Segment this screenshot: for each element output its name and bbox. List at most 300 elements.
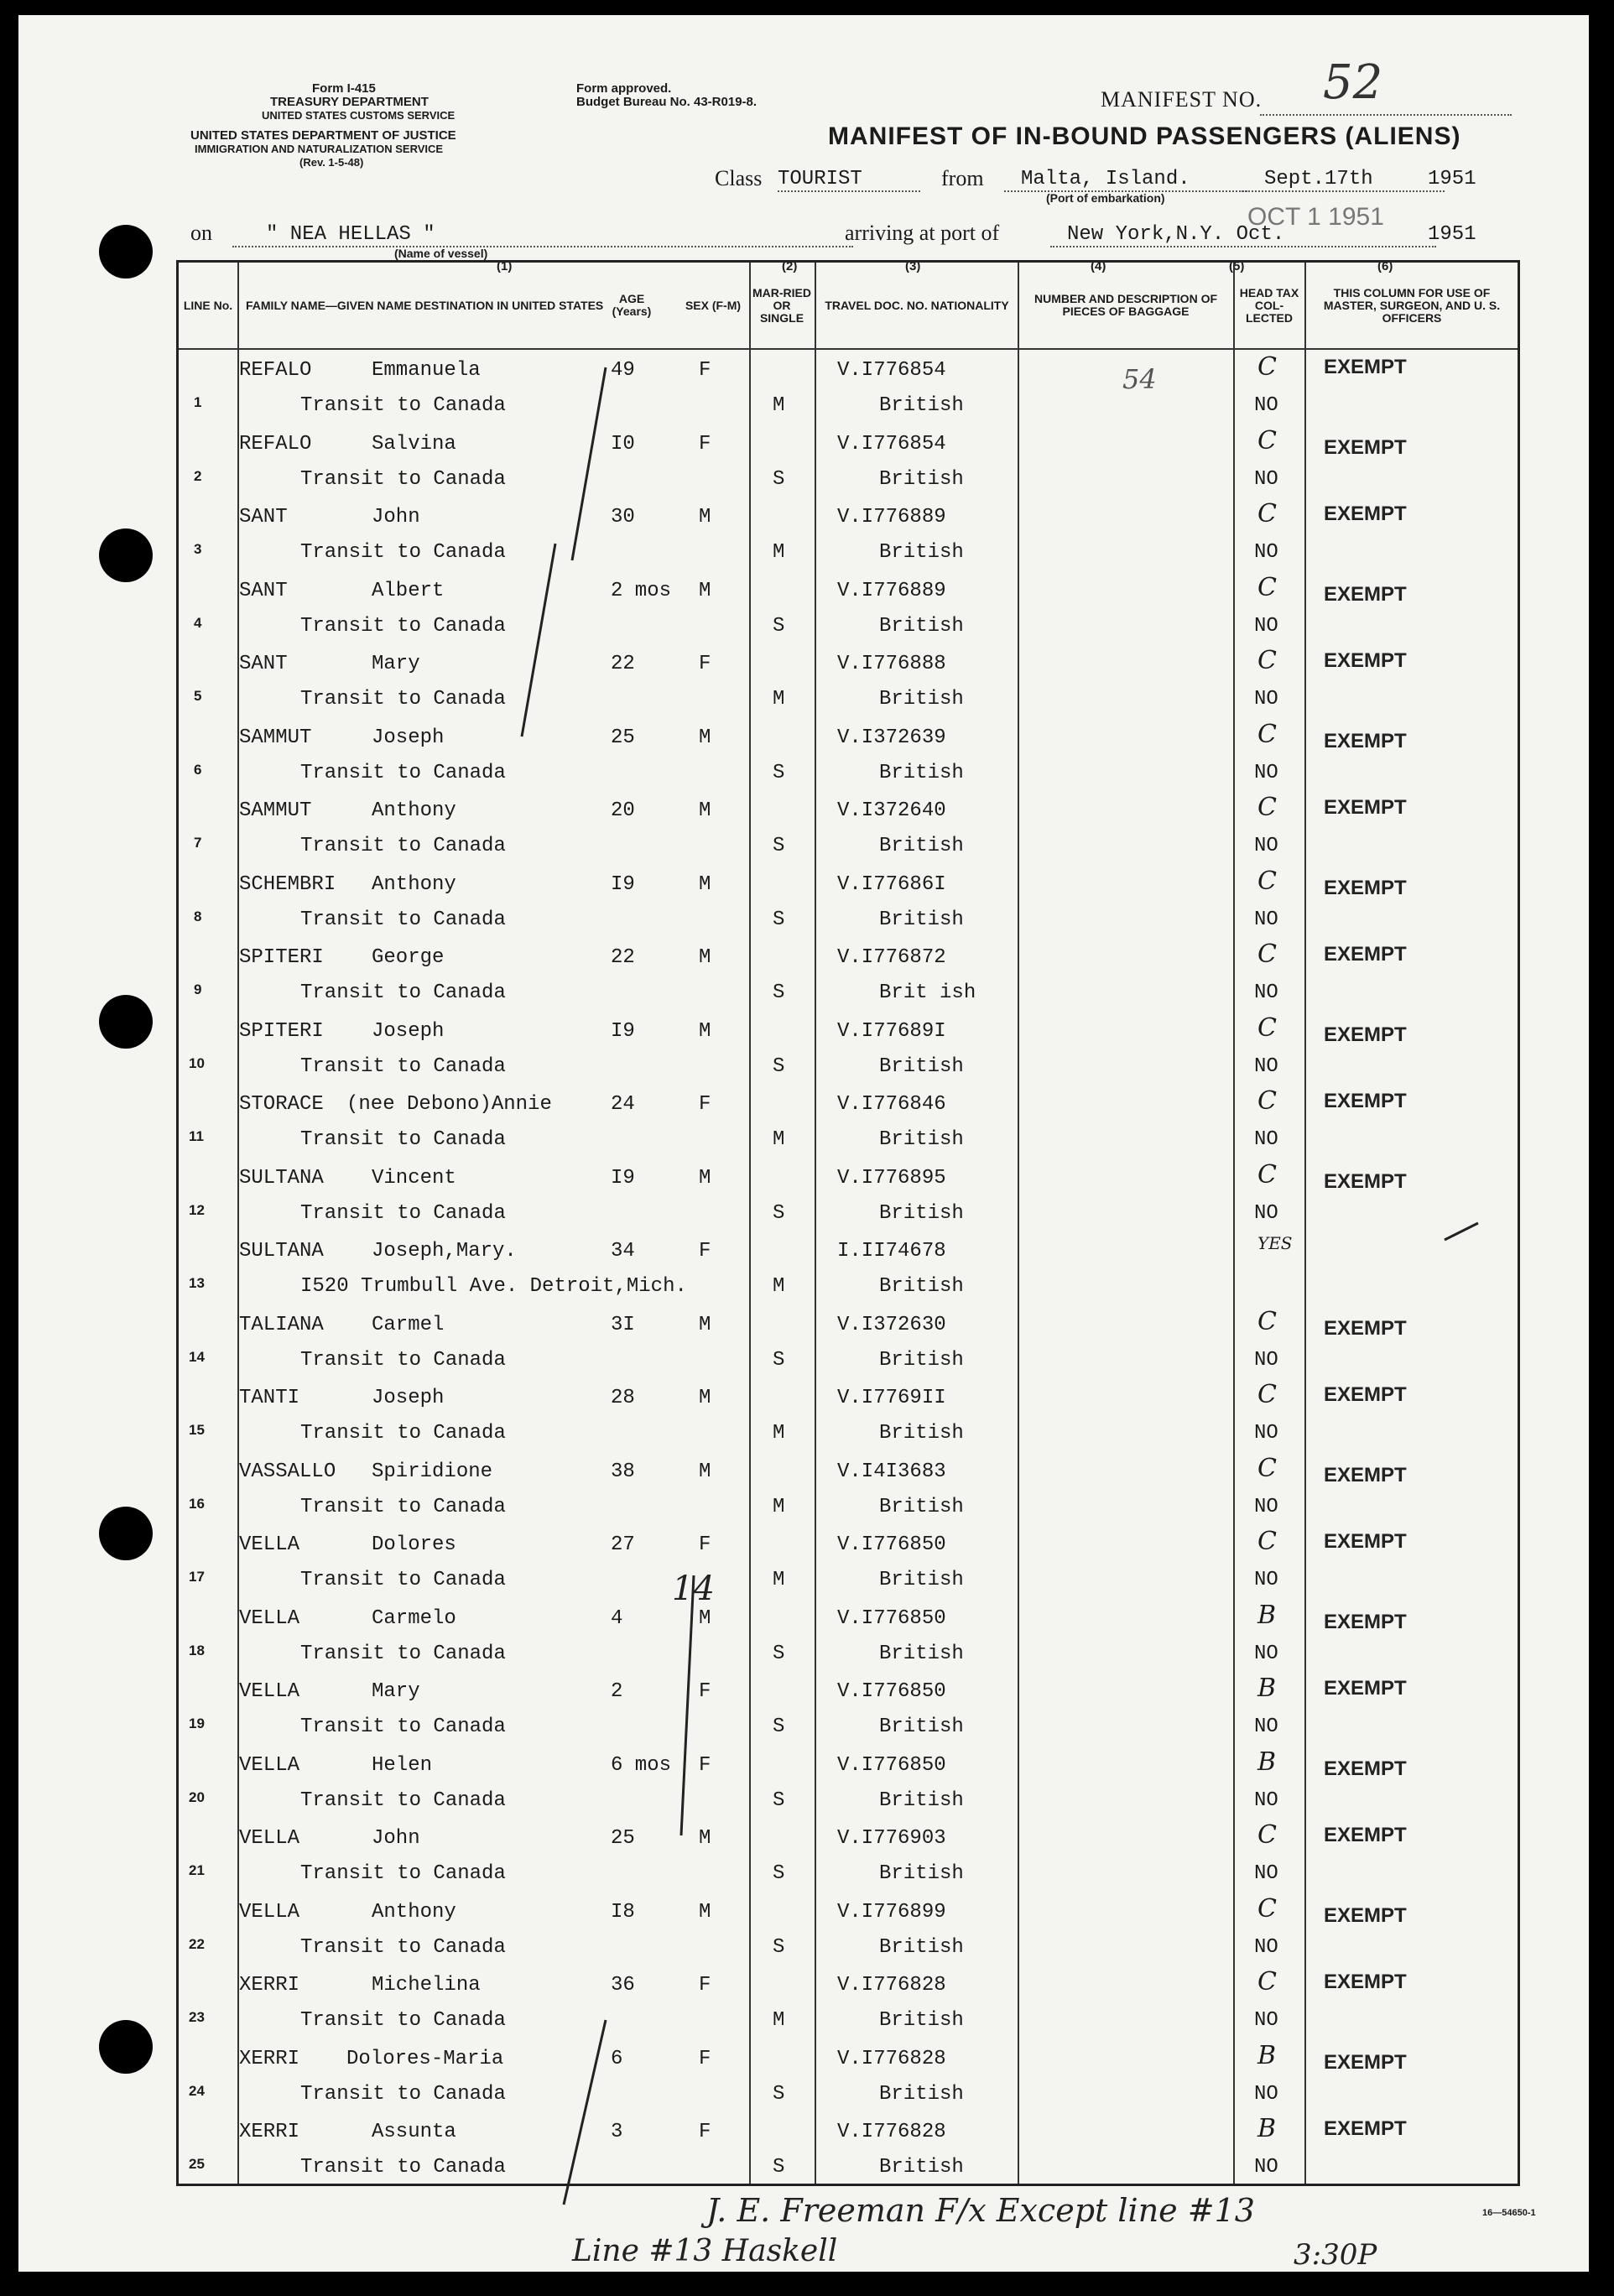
travel-doc-no: V.I77689I — [837, 1019, 946, 1043]
officer-stamp: EXEMPT — [1324, 2117, 1407, 2140]
travel-doc-no: V.I776889 — [837, 506, 946, 528]
sex: F — [699, 1753, 711, 1777]
form-revision: (Rev. 1-5-48) — [299, 156, 364, 169]
head-tax-collected: NO — [1254, 467, 1278, 491]
officer-stamp: EXEMPT — [1324, 1757, 1407, 1780]
form-approved: Form approved. — [576, 81, 672, 96]
line-number: 13 — [189, 1275, 205, 1291]
officer-stamp: EXEMPT — [1324, 1971, 1407, 1993]
embark-caption: (Port of embarkation) — [1046, 191, 1165, 205]
age: 36 — [611, 1974, 635, 1997]
family-name: SULTANA — [239, 1240, 324, 1263]
header-travel-doc: TRAVEL DOC. NO. NATIONALITY — [825, 298, 1009, 312]
family-name: VASSALLO — [239, 1460, 336, 1483]
marital-status: S — [773, 1054, 785, 1078]
travel-doc-no: V.I776903 — [837, 1827, 946, 1850]
travel-doc-no: V.I776828 — [837, 2047, 946, 2070]
destination: Transit to Canada — [300, 1862, 506, 1885]
nationality: British — [879, 1569, 964, 1591]
sex: F — [699, 432, 711, 456]
sex: M — [699, 1313, 711, 1336]
family-name: VELLA — [239, 1680, 300, 1703]
marital-status: M — [773, 688, 785, 711]
age: 24 — [611, 1093, 635, 1116]
age: 6 — [611, 2047, 623, 2070]
age: 2 — [611, 1680, 623, 1703]
destination: Transit to Canada — [300, 1201, 506, 1225]
nationality: British — [879, 1348, 964, 1372]
head-tax-mark: B — [1257, 2040, 1277, 2070]
family-name: XERRI — [239, 2121, 300, 2143]
nationality: British — [879, 908, 964, 931]
head-tax-collected: NO — [1254, 908, 1278, 931]
line-number: 7 — [194, 835, 202, 851]
travel-doc-no: V.I372630 — [837, 1313, 946, 1336]
destination: Transit to Canada — [300, 688, 506, 711]
travel-doc-no: V.I372639 — [837, 726, 946, 749]
head-tax-mark: C — [1257, 1159, 1277, 1190]
given-name: Helen — [372, 1753, 433, 1777]
sex: M — [699, 726, 711, 749]
page-title: MANIFEST OF IN-BOUND PASSENGERS (ALIENS) — [828, 122, 1461, 150]
destination: Transit to Canada — [300, 2009, 506, 2032]
age: I9 — [611, 1019, 635, 1043]
destination: Transit to Canada — [300, 2082, 506, 2106]
marital-status: S — [773, 1715, 785, 1738]
head-tax-mark: YES — [1257, 1233, 1293, 1253]
given-name: Assunta — [372, 2121, 456, 2143]
destination: Transit to Canada — [300, 2156, 506, 2179]
marital-status: S — [773, 2156, 785, 2179]
destination: Transit to Canada — [300, 1495, 506, 1518]
head-tax-mark: C — [1257, 572, 1277, 602]
form-number: Form I-415 — [312, 81, 376, 96]
given-name: Dolores — [372, 1533, 456, 1556]
age: I0 — [611, 432, 635, 456]
sex: M — [699, 946, 711, 969]
officer-stamp: EXEMPT — [1324, 1169, 1407, 1193]
officer-stamp: EXEMPT — [1324, 1824, 1407, 1846]
given-name: Carmel — [372, 1313, 445, 1336]
family-name: XERRI — [239, 2047, 300, 2070]
column-number: (4) — [1091, 259, 1106, 273]
travel-doc-no: V.I7769II — [837, 1387, 946, 1409]
family-name: SPITERI — [239, 946, 324, 969]
destination: Transit to Canada — [300, 1422, 506, 1445]
nationality: British — [879, 1128, 964, 1151]
age: 6 mos — [611, 1753, 672, 1777]
sex: M — [699, 799, 711, 822]
given-name: Joseph — [372, 1019, 445, 1043]
destination: Transit to Canada — [300, 761, 506, 784]
sex: F — [699, 1533, 711, 1556]
nationality: British — [879, 2009, 964, 2032]
dept-treasury: TREASURY DEPARTMENT — [270, 95, 429, 109]
head-tax-mark: C — [1257, 866, 1277, 896]
marital-status: M — [773, 394, 785, 417]
head-tax-collected: NO — [1254, 1788, 1278, 1812]
line-number: 1 — [194, 394, 202, 410]
head-tax-collected: NO — [1254, 1054, 1278, 1078]
header-name: FAMILY NAME—GIVEN NAME DESTINATION IN UNITED STATES — [246, 298, 604, 312]
header-married: MAR-RIED OR SINGLE — [752, 285, 811, 325]
travel-doc-no: V.I776854 — [837, 432, 946, 456]
given-name: John — [372, 1827, 420, 1850]
family-name: TANTI — [239, 1387, 300, 1409]
signature-line-1: J. E. Freeman F/x Except line #13 — [706, 2192, 1255, 2229]
nationality: British — [879, 541, 964, 564]
arrival-port: New York,N.Y. Oct. — [1050, 223, 1436, 247]
given-name: Joseph — [372, 1387, 445, 1409]
sex: M — [699, 1387, 711, 1409]
line-number: 22 — [189, 1935, 205, 1952]
line-number: 18 — [189, 1642, 205, 1658]
nationality: British — [879, 835, 964, 857]
line-number: 8 — [194, 908, 202, 924]
family-name: VELLA — [239, 1827, 300, 1850]
from-label: from — [941, 166, 984, 190]
arrival-date-stamp: OCT 1 1951 — [1247, 203, 1384, 231]
head-tax-mark: C — [1257, 1380, 1277, 1409]
nationality: British — [879, 1862, 964, 1885]
destination: Transit to Canada — [300, 908, 506, 931]
head-tax-collected: NO — [1254, 688, 1278, 711]
destination: Transit to Canada — [300, 1715, 506, 1738]
sex: F — [699, 1680, 711, 1703]
header-baggage: NUMBER AND DESCRIPTION OF PIECES OF BAGGAGE — [1033, 292, 1218, 318]
marital-status: S — [773, 614, 785, 638]
family-name: VELLA — [239, 1900, 300, 1924]
travel-doc-no: V.I776872 — [837, 946, 946, 969]
age: 22 — [611, 946, 635, 969]
travel-doc-no: V.I776888 — [837, 653, 946, 675]
marital-status: S — [773, 835, 785, 857]
age: I9 — [611, 872, 635, 896]
age: 22 — [611, 653, 635, 675]
destination: Transit to Canada — [300, 1642, 506, 1665]
officer-stamp: EXEMPT — [1324, 435, 1407, 459]
nationality: British — [879, 1715, 964, 1738]
header-head-tax: HEAD TAX COL-LECTED — [1239, 285, 1299, 325]
head-tax-mark: C — [1257, 1893, 1277, 1924]
head-tax-mark: C — [1257, 1967, 1277, 1997]
officer-stamp: EXEMPT — [1324, 1383, 1407, 1406]
marital-status: S — [773, 1642, 785, 1665]
manifest-number: 52 — [1323, 55, 1383, 110]
officer-stamp: EXEMPT — [1324, 1903, 1407, 1927]
head-tax-collected: NO — [1254, 835, 1278, 857]
age: 2 mos — [611, 579, 672, 602]
head-tax-collected: NO — [1254, 1422, 1278, 1445]
travel-doc-no: V.I776850 — [837, 1533, 946, 1556]
sex: F — [699, 2121, 711, 2143]
head-tax-collected: NO — [1254, 2082, 1278, 2106]
age: 27 — [611, 1533, 635, 1556]
destination: Transit to Canada — [300, 1788, 506, 1812]
marital-status: M — [773, 1128, 785, 1151]
manifest-no-label: MANIFEST NO. — [1101, 87, 1263, 112]
vessel-name: " NEA HELLAS " — [232, 223, 853, 247]
officer-stamp: EXEMPT — [1324, 1316, 1407, 1340]
nationality: British — [879, 761, 964, 784]
travel-doc-no: V.I776854 — [837, 359, 946, 382]
given-name: Michelina — [372, 1974, 481, 1997]
age: I9 — [611, 1166, 635, 1190]
column-number: (3) — [905, 259, 921, 273]
line-number: 3 — [194, 541, 202, 557]
sex: M — [699, 1900, 711, 1924]
header-line: LINE No. — [183, 298, 233, 312]
travel-doc-no: V.I776899 — [837, 1900, 946, 1924]
vessel-caption: (Name of vessel) — [394, 247, 488, 260]
given-name: Vincent — [372, 1166, 456, 1190]
family-name: SCHEMBRI — [239, 872, 336, 896]
head-tax-mark: C — [1257, 1820, 1277, 1850]
family-name: VELLA — [239, 1606, 300, 1630]
budget-bureau: Budget Bureau No. 43-R019-8. — [576, 95, 758, 109]
sex: M — [699, 1460, 711, 1483]
sex: F — [699, 1974, 711, 1997]
head-tax-collected: NO — [1254, 1569, 1278, 1591]
officer-stamp: EXEMPT — [1324, 356, 1407, 378]
head-tax-mark: C — [1257, 499, 1277, 528]
officer-stamp: EXEMPT — [1324, 1090, 1407, 1112]
marital-status: M — [773, 1422, 785, 1445]
line-number: 16 — [189, 1495, 205, 1512]
head-tax-mark: C — [1257, 1306, 1277, 1336]
manifest-page — [18, 15, 1589, 2272]
officer-stamp: EXEMPT — [1324, 1023, 1407, 1046]
destination: Transit to Canada — [300, 467, 506, 491]
given-name: Carmelo — [372, 1606, 456, 1630]
line-number: 12 — [189, 1201, 205, 1218]
column-number: (2) — [782, 259, 798, 273]
officer-stamp: EXEMPT — [1324, 582, 1407, 606]
family-name: XERRI — [239, 1974, 300, 1997]
line-number: 9 — [194, 981, 202, 997]
head-tax-collected: NO — [1254, 2156, 1278, 2179]
header-officers: THIS COLUMN FOR USE OF MASTER, SURGEON, AND U. S. OFFICERS — [1323, 285, 1501, 325]
head-tax-mark: B — [1257, 1674, 1277, 1703]
given-name: Anthony — [372, 872, 456, 896]
given-name: Joseph,Mary. — [372, 1240, 517, 1263]
marital-status: S — [773, 1935, 785, 1959]
age: 3 — [611, 2121, 623, 2143]
destination: Transit to Canada — [300, 1935, 506, 1959]
sex: F — [699, 653, 711, 675]
line-number: 5 — [194, 688, 202, 704]
age: 25 — [611, 1827, 635, 1850]
line-number: 17 — [189, 1569, 205, 1585]
destination: Transit to Canada — [300, 1569, 506, 1591]
age: 34 — [611, 1240, 635, 1263]
given-name: Joseph — [372, 726, 445, 749]
marital-status: S — [773, 1862, 785, 1885]
head-tax-collected: NO — [1254, 541, 1278, 564]
given-name: Spiridione — [372, 1460, 493, 1483]
family-name: TALIANA — [239, 1313, 324, 1336]
destination: Transit to Canada — [300, 835, 506, 857]
nationality: British — [879, 1788, 964, 1812]
nationality: British — [879, 614, 964, 638]
destination: Transit to Canada — [300, 394, 506, 417]
class-value: TOURIST — [778, 168, 920, 192]
marital-status: S — [773, 1788, 785, 1812]
marital-status: S — [773, 1201, 785, 1225]
nationality: Brit ish — [879, 981, 976, 1004]
sex: F — [699, 359, 711, 382]
line-number: 10 — [189, 1054, 205, 1071]
destination: Transit to Canada — [300, 981, 506, 1004]
travel-doc-no: I.II74678 — [837, 1240, 946, 1263]
head-tax-collected: NO — [1254, 1495, 1278, 1518]
age: I8 — [611, 1900, 635, 1924]
baggage-note: 54 — [1122, 363, 1157, 395]
marital-status: S — [773, 467, 785, 491]
head-tax-mark: B — [1257, 1600, 1277, 1630]
travel-doc-no: V.I776850 — [837, 1606, 946, 1630]
nationality: British — [879, 1201, 964, 1225]
line-number: 23 — [189, 2009, 205, 2025]
family-name: SULTANA — [239, 1166, 324, 1190]
head-tax-mark: C — [1257, 793, 1277, 822]
given-name: Albert — [372, 579, 445, 602]
head-tax-collected: NO — [1254, 614, 1278, 638]
departure-date: Sept.17th — [1239, 168, 1445, 192]
sex: M — [699, 579, 711, 602]
head-tax-collected: NO — [1254, 2009, 1278, 2032]
sex: M — [699, 1166, 711, 1190]
officer-stamp: EXEMPT — [1324, 943, 1407, 966]
sex: M — [699, 506, 711, 528]
head-tax-mark: C — [1257, 1527, 1277, 1556]
family-name: VELLA — [239, 1753, 300, 1777]
family-name: STORACE — [239, 1093, 324, 1116]
head-tax-collected: NO — [1254, 761, 1278, 784]
marital-status: S — [773, 1348, 785, 1372]
age: 49 — [611, 359, 635, 382]
travel-doc-no: V.I372640 — [837, 799, 946, 822]
line-number: 6 — [194, 761, 202, 778]
head-tax-mark: B — [1257, 1747, 1277, 1777]
line-number: 21 — [189, 1862, 205, 1878]
nationality: British — [879, 467, 964, 491]
given-name: Mary — [372, 1680, 420, 1703]
given-name: George — [372, 946, 445, 969]
officer-stamp: EXEMPT — [1324, 1463, 1407, 1486]
line-number: 20 — [189, 1788, 205, 1805]
officer-stamp: EXEMPT — [1324, 729, 1407, 752]
given-name: Anthony — [372, 1900, 456, 1924]
signature-line-2: Line #13 Haskell — [572, 2234, 838, 2268]
officer-stamp: EXEMPT — [1324, 1677, 1407, 1700]
family-name: REFALO — [239, 359, 312, 382]
nationality: British — [879, 2156, 964, 2179]
sex: F — [699, 1093, 711, 1116]
travel-doc-no: V.I4I3683 — [837, 1460, 946, 1483]
family-name: REFALO — [239, 432, 312, 456]
on-label: on — [190, 221, 212, 245]
handwritten-strokes — [18, 15, 1589, 2272]
family-name: SAMMUT — [239, 799, 312, 822]
destination: Transit to Canada — [300, 541, 506, 564]
dept-customs: UNITED STATES CUSTOMS SERVICE — [262, 109, 456, 122]
age: 20 — [611, 799, 635, 822]
sex: F — [699, 2047, 711, 2070]
nationality: British — [879, 1642, 964, 1665]
head-tax-mark: C — [1257, 646, 1277, 675]
nationality: British — [879, 1422, 964, 1445]
travel-doc-no: V.I776889 — [837, 579, 946, 602]
head-tax-collected: NO — [1254, 394, 1278, 417]
head-tax-mark: C — [1257, 425, 1277, 456]
line-number: 11 — [189, 1128, 204, 1144]
head-tax-collected: NO — [1254, 1128, 1278, 1151]
arrival-year: 1951 — [1428, 223, 1476, 246]
given-name: Anthony — [372, 799, 456, 822]
nationality: British — [879, 688, 964, 711]
age: 28 — [611, 1387, 635, 1409]
arriving-label: arriving at port of — [845, 221, 1000, 245]
marital-status: M — [773, 541, 785, 564]
destination: Transit to Canada — [300, 1128, 506, 1151]
marital-status: M — [773, 1275, 785, 1298]
destination: Transit to Canada — [300, 1054, 506, 1078]
head-tax-mark: C — [1257, 1086, 1277, 1116]
nationality: British — [879, 2082, 964, 2106]
signature-time: 3:30P — [1294, 2238, 1377, 2272]
family-name: SANT — [239, 506, 288, 528]
line-number: 14 — [189, 1348, 205, 1365]
sex: M — [699, 1827, 711, 1850]
age: 38 — [611, 1460, 635, 1483]
nationality: British — [879, 394, 964, 417]
head-tax-mark: C — [1257, 719, 1277, 749]
head-tax-mark: C — [1257, 940, 1277, 969]
marital-status: S — [773, 2082, 785, 2106]
dept-immigration: IMMIGRATION AND NATURALIZATION SERVICE — [195, 143, 444, 155]
officer-stamp: EXEMPT — [1324, 2050, 1407, 2074]
travel-doc-no: V.I776850 — [837, 1753, 946, 1777]
travel-doc-no: V.I77686I — [837, 872, 946, 896]
margin-handwritten-mark: 14 — [672, 1570, 715, 1608]
officer-stamp: EXEMPT — [1324, 502, 1407, 525]
line-number: 25 — [189, 2156, 205, 2172]
nationality: British — [879, 1275, 964, 1298]
marital-status: S — [773, 761, 785, 784]
head-tax-mark: C — [1257, 1453, 1277, 1483]
head-tax-mark: C — [1257, 352, 1277, 382]
column-number: (5) — [1229, 259, 1245, 273]
officer-stamp: EXEMPT — [1324, 796, 1407, 819]
line-number: 15 — [189, 1422, 205, 1438]
age: 3I — [611, 1313, 635, 1336]
given-name: (nee Debono)Annie — [346, 1093, 552, 1116]
marital-status: M — [773, 1495, 785, 1518]
marital-status: M — [773, 2009, 785, 2032]
head-tax-collected: NO — [1254, 981, 1278, 1004]
travel-doc-no: V.I776828 — [837, 1974, 946, 1997]
head-tax-mark: C — [1257, 1013, 1277, 1043]
header-age: AGE (Years) — [612, 292, 652, 318]
officer-stamp: EXEMPT — [1324, 876, 1407, 899]
officer-stamp: EXEMPT — [1324, 1610, 1407, 1633]
header-sex: SEX (F-M) — [685, 298, 742, 312]
family-name: VELLA — [239, 1533, 300, 1556]
marital-status: M — [773, 1569, 785, 1591]
given-name: Dolores-Maria — [346, 2047, 504, 2070]
family-name: SANT — [239, 579, 288, 602]
